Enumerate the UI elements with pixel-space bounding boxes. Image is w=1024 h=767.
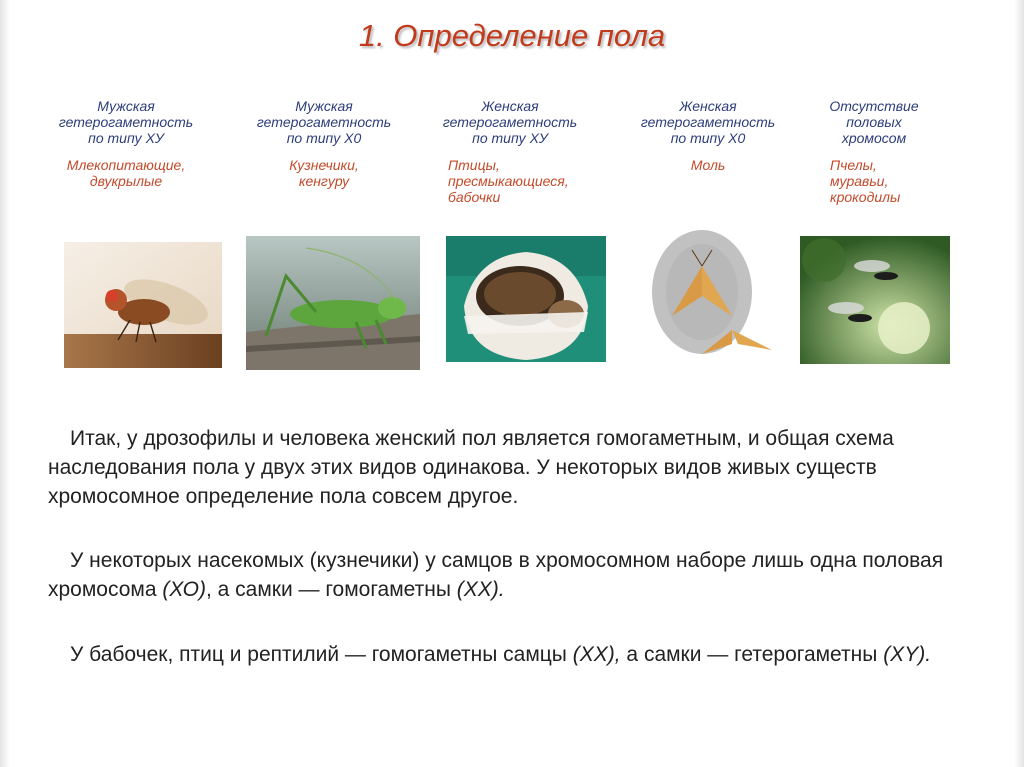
italic-segment: (ХХ),	[572, 643, 621, 666]
column-examples: Пчелы, муравьи, крокодилы	[830, 157, 901, 205]
text-segment: , а самки — гомогаметны	[205, 578, 457, 601]
paragraph-2	[48, 546, 988, 604]
column-heading: Мужская гетерогаметность по типу Х0	[256, 98, 392, 146]
text-segment: У бабочек, птиц и рептилий — гомогаметны самцы	[70, 643, 573, 666]
italic-segment: (ХХ).	[456, 578, 505, 601]
italic-segment: (ХY).	[883, 643, 932, 666]
italic-segment: (ХО)	[162, 578, 206, 601]
column-heading: Женская гетерогаметность по типу ХУ	[442, 98, 578, 146]
paragraph-text: Итак, у дрозофилы и человека женский пол является гомогаметным, и общая схема наследования пола у двух этих видов одинакова. У некоторых видов живых существ хромосомное определение пола совсем другое.	[48, 427, 894, 508]
paragraph-text	[48, 546, 988, 604]
fruit-fly-photo	[64, 242, 222, 368]
paragraph-3	[48, 640, 988, 669]
text-segment: У некоторых насекомых (кузнечики) у самцов в хромосомном наборе лишь одна половая хромосома	[48, 549, 944, 601]
column-heading: Отсутствие половых хромосом	[829, 98, 919, 146]
column-examples: Моль	[690, 157, 726, 173]
text-segment: а самки — гетерогаметны	[620, 643, 884, 666]
slide-edge-left	[0, 0, 10, 767]
grasshopper-photo	[246, 236, 420, 370]
column-examples: Млекопитающие, двукрылые	[66, 157, 186, 189]
turtle-hatchling-photo	[446, 236, 606, 362]
column-no-sex-chromosomes	[800, 98, 948, 205]
column-female-xy	[424, 98, 596, 205]
column-heading: Женская гетерогаметность по типу Х0	[640, 98, 776, 146]
slide-edge-right	[1014, 0, 1024, 767]
paragraph-text	[48, 640, 988, 669]
column-male-x0	[238, 98, 410, 189]
column-heading: Мужская гетерогаметность по типу ХУ	[58, 98, 194, 146]
column-examples: Птицы, пресмыкающиеся, бабочки	[448, 157, 569, 205]
slide-title: 1. Определение пола	[358, 18, 666, 53]
column-female-x0	[620, 98, 796, 173]
paragraph-1	[48, 424, 988, 511]
column-examples: Кузнечики, кенгуру	[289, 157, 359, 189]
column-male-xy	[42, 98, 210, 189]
winged-ants-photo	[800, 236, 950, 364]
moth-photo	[642, 226, 780, 372]
